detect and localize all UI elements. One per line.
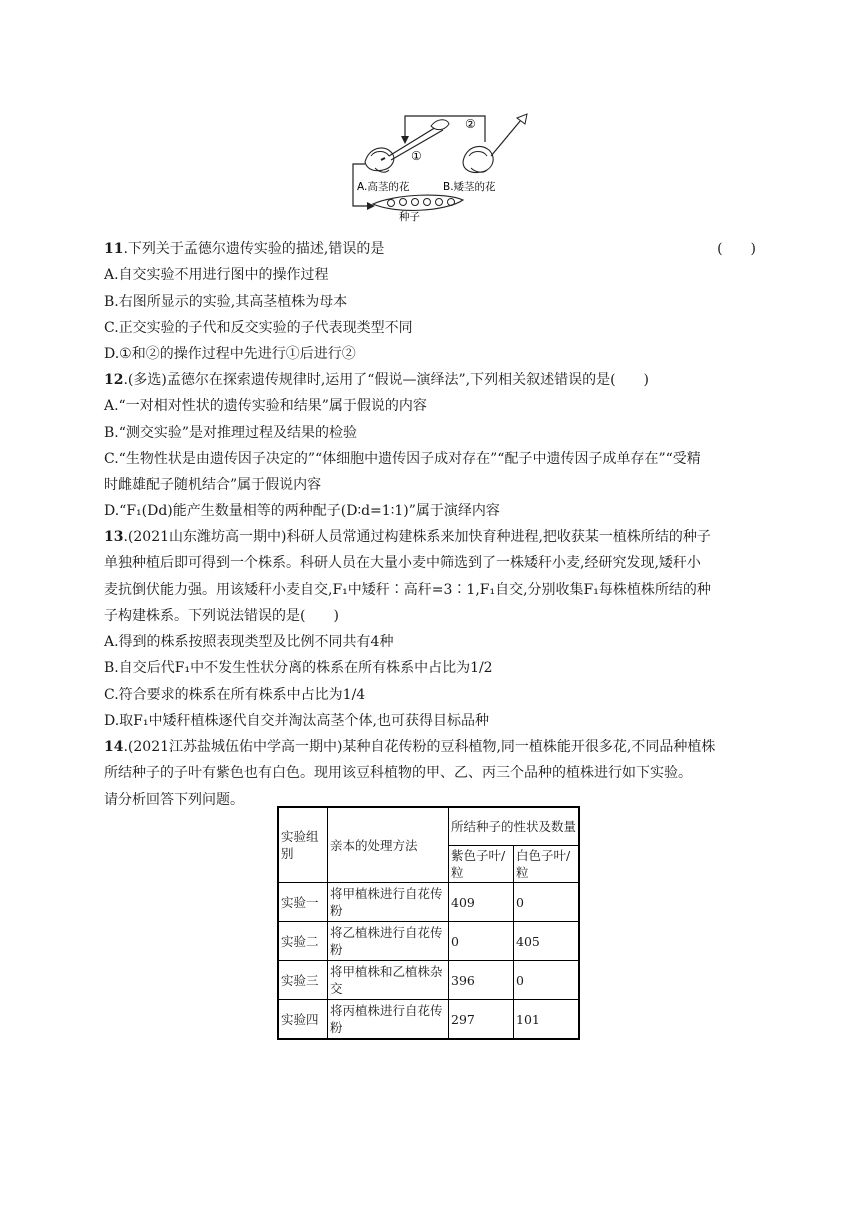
- cell-purple: 0: [449, 922, 514, 961]
- question-13-stem-line: 麦抗倒伏能力强。用该矮秆小麦自交,F₁中矮秆∶高秆=3∶1,F₁自交,分别收集F₁每株植株所结的种: [104, 581, 711, 598]
- cell-group: 实验一: [278, 883, 328, 922]
- label-seed: 种子: [399, 211, 420, 222]
- question-11-number: 11: [104, 241, 124, 257]
- question-14: [104, 734, 764, 813]
- arrow-head-2: [401, 136, 409, 144]
- flower-b-icon: [463, 146, 493, 172]
- option-c-continued: 时雌雄配子随机结合”属于假说内容: [104, 477, 322, 494]
- option-b: B.“测交实验”是对推理过程及结果的检验: [104, 424, 358, 441]
- option-a: A.得到的株系按照表现类型及比例不同共有4种: [104, 634, 394, 651]
- header-white: 白色子叶/粒: [514, 845, 580, 883]
- header-result: 所结种子的性状及数量: [449, 807, 580, 845]
- option-a: A.自交实验不用进行图中的操作过程: [104, 267, 329, 284]
- cell-white: 405: [514, 922, 580, 961]
- question-13-stem-line: 子构建株系。下列说法错误的是( ): [104, 607, 339, 624]
- question-14-stem-line: 请分析回答下列问题。: [104, 791, 244, 808]
- question-11-stem: .下列关于孟德尔遗传实验的描述,错误的是: [123, 241, 385, 257]
- cell-purple: 297: [449, 1000, 514, 1040]
- flower-a-icon: [365, 148, 394, 172]
- cell-purple: 396: [449, 961, 514, 1000]
- cell-method: 将甲植株进行自花传粉: [328, 883, 449, 922]
- option-c: C.正交实验的子代和反交实验的子代表现类型不同: [104, 319, 413, 336]
- table-row: [278, 961, 579, 1000]
- question-11: [104, 236, 764, 367]
- label-flower-a: A.高茎的花: [357, 181, 410, 193]
- question-13: [104, 524, 764, 734]
- table-row: [278, 922, 579, 961]
- option-b: B.右图所显示的实验,其高茎植株为母本: [104, 293, 348, 310]
- label-circle-1: ①: [411, 149, 422, 163]
- brush-icon: [491, 114, 527, 156]
- cell-method: 将丙植株进行自花传粉: [328, 1000, 449, 1040]
- option-d: D.取F₁中矮秆植株逐代自交并淘汰高茎个体,也可获得目标品种: [104, 713, 489, 730]
- cell-white: 0: [514, 961, 580, 1000]
- question-13-number: 13: [104, 529, 124, 545]
- header-group: 实验组别: [278, 807, 328, 883]
- seed-pod-icon: [373, 195, 463, 210]
- table-row: [278, 883, 579, 922]
- table-row: [278, 1000, 579, 1040]
- question-13-stem-line: .(2021山东潍坊高一期中)科研人员常通过构建株系来加快育种进程,把收获某一植株所结的种子: [123, 529, 711, 545]
- cell-purple: 409: [449, 883, 514, 922]
- cell-method: 将乙植株进行自花传粉: [328, 922, 449, 961]
- cell-method: 将甲植株和乙植株杂交: [328, 961, 449, 1000]
- experiment-table: [277, 806, 580, 1040]
- question-14-stem-line: 所结种子的子叶有紫色也有白色。现用该豆科植物的甲、乙、丙三个品种的植株进行如下实验。: [104, 765, 692, 782]
- header-method: 亲本的处理方法: [328, 807, 449, 883]
- option-d: D.“F₁(Dd)能产生数量相等的两种配子(D∶d=1∶1)”属于演绎内容: [104, 503, 500, 520]
- table-header-row: [278, 807, 579, 845]
- question-14-number: 14: [104, 739, 124, 755]
- cell-group: 实验三: [278, 961, 328, 1000]
- option-c: C.“生物性状是由遗传因子决定的”“体细胞中遗传因子成对存在”“配子中遗传因子成单存在”“受精: [104, 450, 701, 467]
- question-12: [104, 367, 764, 525]
- label-circle-2: ②: [465, 117, 476, 131]
- option-d: D.①和②的操作过程中先进行①后进行②: [104, 346, 356, 363]
- header-purple: 紫色子叶/粒: [449, 845, 514, 883]
- cell-white: 0: [514, 883, 580, 922]
- question-12-number: 12: [104, 372, 124, 388]
- question-14-stem-line: .(2021江苏盐城伍佑中学高一期中)某种自花传粉的豆科植物,同一植株能开很多花,不同品种植株: [123, 739, 716, 755]
- cell-group: 实验二: [278, 922, 328, 961]
- option-c: C.符合要求的株系在所有株系中占比为1/4: [104, 686, 366, 703]
- question-12-stem: .(多选)孟德尔在探索遗传规律时,运用了“假说—演绎法”,下列相关叙述错误的是( ): [123, 372, 649, 388]
- question-13-stem-line: 单独种植后即可得到一个株系。科研人员在大量小麦中筛选到了一株矮秆小麦,经研究发现,矮秆小: [104, 555, 701, 572]
- pollination-figure: [345, 112, 535, 222]
- answer-paren: ( ): [717, 241, 756, 257]
- cell-white: 101: [514, 1000, 580, 1040]
- option-a: A.“一对相对性状的遗传实验和结果”属于假说的内容: [104, 398, 427, 415]
- option-b: B.自交后代F₁中不发生性状分离的株系在所有株系中占比为1/2: [104, 660, 493, 677]
- label-flower-b: B.矮茎的花: [443, 181, 496, 193]
- cell-group: 实验四: [278, 1000, 328, 1040]
